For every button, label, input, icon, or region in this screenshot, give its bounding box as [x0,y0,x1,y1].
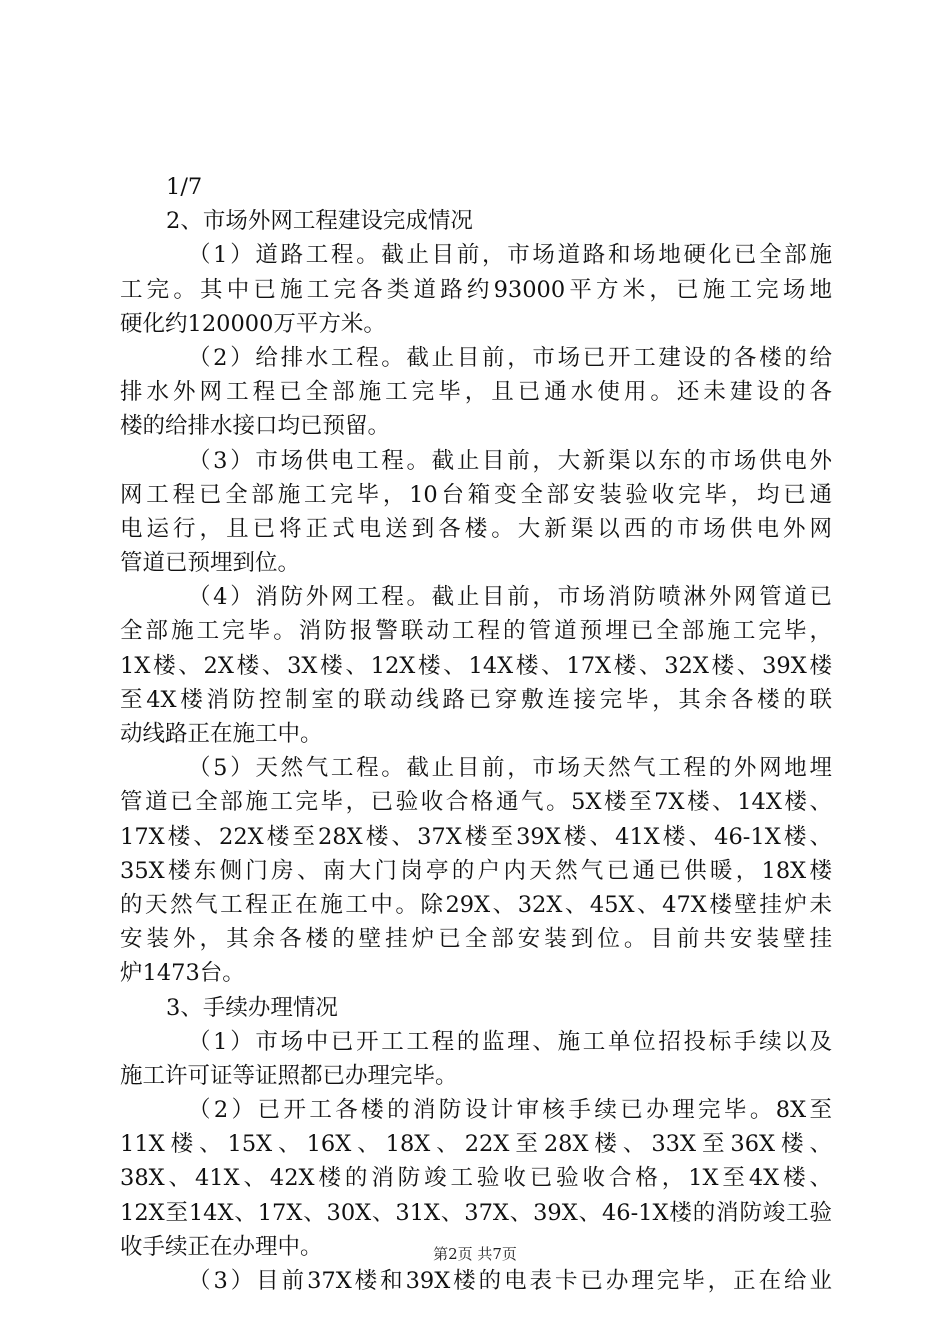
paragraph-line: 电运行，且已将正式电送到各楼。大新渠以西的市场供电外网 [120,515,832,542]
paragraph-line: 17X楼、22X楼至28X楼、37X楼至39X楼、41X楼、46-1X楼、 [120,823,832,850]
paragraph-line: 12X至14X、17X、30X、31X、37X、39X、46-1X楼的消防竣工验 [120,1199,832,1226]
paragraph-line: （2）给排水工程。截止目前，市场已开工建设的各楼的给 [188,344,832,371]
paragraph-line: 动线路正在施工中。 [120,721,323,747]
paragraph-line: 11X楼、15X、16X、18X、22X至28X楼、33X至36X楼、 [120,1131,832,1158]
paragraph-line: 的天然气工程正在施工中。除29X、32X、45X、47X楼壁挂炉未 [120,891,832,918]
section-heading: 2、市场外网工程建设完成情况 [166,208,473,235]
paragraph-line: （4）消防外网工程。截止目前，市场消防喷淋外网管道已 [188,584,832,611]
paragraph-line: （3）目前37X楼和39X楼的电表卡已办理完毕，正在给业 [188,1268,832,1294]
paragraph-line: 1X楼、2X楼、3X楼、12X楼、14X楼、17X楼、32X楼、39X楼 [120,652,832,679]
document-body [120,170,832,1298]
paragraph-line: 施工许可证等证照都已办理完毕。 [120,1062,458,1089]
paragraph-line: 收手续正在办理中。 [120,1233,323,1260]
page-footer: 第2页 共7页 [433,1245,517,1263]
paragraph-line: 至4X楼消防控制室的联动线路已穿敷连接完毕，其余各楼的联 [120,686,832,713]
paragraph-line: （3）市场供电工程。截止目前，大新渠以东的市场供电外 [188,447,832,474]
paragraph-line: （2）已开工各楼的消防设计审核手续已办理完毕。8X至 [188,1097,832,1124]
paragraph-line: 楼的给排水接口均已预留。 [120,413,391,440]
paragraph-line: 管道已预埋到位。 [120,550,301,577]
paragraph-line: （1）市场中已开工工程的监理、施工单位招投标手续以及 [188,1028,832,1055]
paragraph-line: 网工程已全部施工完毕，10台箱变全部安装验收完毕，均已通 [120,481,832,508]
paragraph-line: （1）道路工程。截止目前，市场道路和场地硬化已全部施 [188,242,832,269]
paragraph-line: 安装外，其余各楼的壁挂炉已全部安装到位。目前共安装壁挂 [120,926,832,953]
section-heading: 3、手续办理情况 [166,994,338,1021]
paragraph-line: 工完。其中已施工完各类道路约93000平方米，已施工完场地 [120,276,832,303]
paragraph-line: （5）天然气工程。截止目前，市场天然气工程的外网地埋 [188,755,832,782]
paragraph-line: 全部施工完毕。消防报警联动工程的管道预埋已全部施工完毕， [120,618,832,645]
paragraph-line: 管道已全部施工完毕，已验收合格通气。5X楼至7X楼、14X楼、 [120,789,832,816]
paragraph-line: 38X、41X、42X楼的消防竣工验收已验收合格，1X至4X楼、 [120,1165,832,1192]
paragraph-line: 排水外网工程已全部施工完毕，且已通水使用。还未建设的各 [120,379,832,406]
paragraph-line: 炉1473台。 [120,960,245,987]
page-marker: 1/7 [166,174,203,200]
paragraph-line: 35X楼东侧门房、南大门岗亭的户内天然气已通已供暖，18X楼 [120,857,832,884]
paragraph-line: 硬化约120000万平方米。 [120,310,386,337]
